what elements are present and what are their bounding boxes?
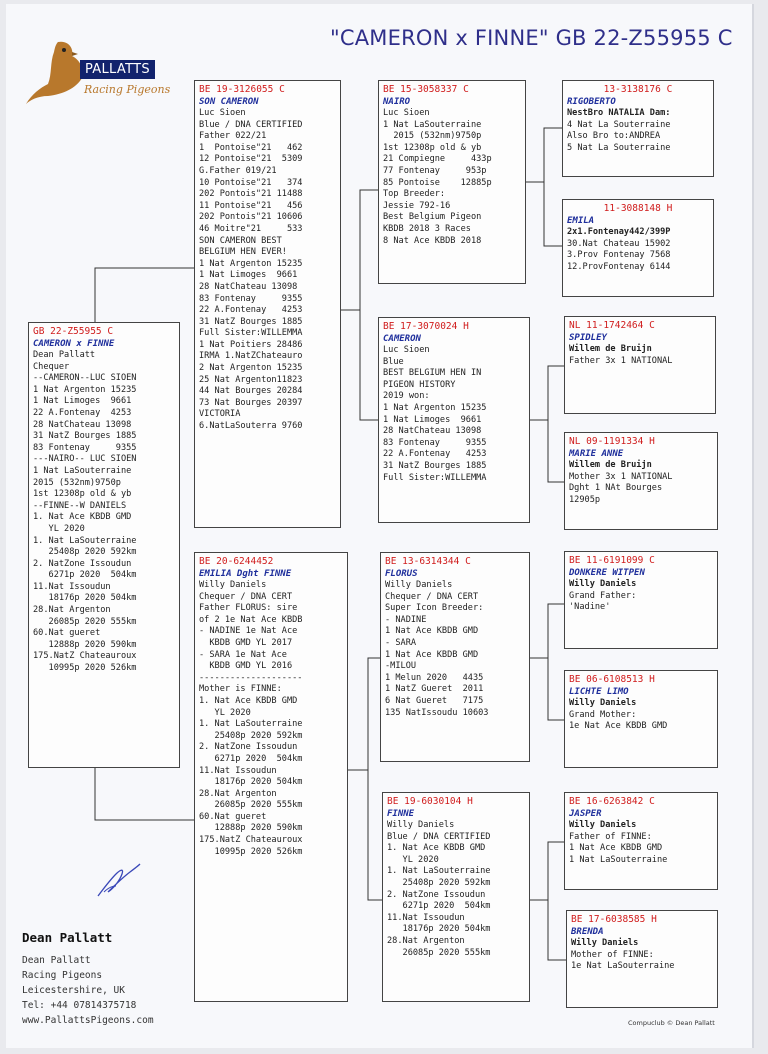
detail-line: ---NAIRO-- LUC SIOEN <box>33 454 137 465</box>
bird-name: NAIRO <box>383 97 411 107</box>
bird-name: SPIDLEY <box>569 333 607 343</box>
bird-name: CAMERON <box>383 334 421 344</box>
detail-line: Willy Daniels <box>569 820 637 830</box>
detail-line: IRMA 1.NatZChateauro <box>199 351 303 362</box>
ring-number: 13-3138176 C <box>603 84 673 95</box>
ring-number: BE 15-3058337 C <box>383 84 469 95</box>
bird-name: BRENDA <box>571 927 604 937</box>
detail-line: 1st 12308p old & yb <box>33 489 132 500</box>
detail-line: Chequer <box>33 361 70 372</box>
detail-line: 1. Nat LaSouterraine <box>199 719 303 730</box>
detail-line: 3.Prov Fontenay 7568 <box>567 250 671 261</box>
detail-line: 25 Nat Argenton11823 <box>199 374 303 385</box>
detail-line: Willy Daniels <box>569 698 637 708</box>
breeder-line: Dean Pallatt <box>22 955 91 966</box>
bird-name: EMILA <box>567 216 595 226</box>
detail-line: 22 A.Fontenay 4253 <box>199 305 303 316</box>
detail-line: Chequer / DNA CERT <box>199 591 293 602</box>
detail-line: 12905p <box>569 494 601 505</box>
detail-line: 10995p 2020 526km <box>199 846 303 857</box>
detail-line: 6271p 2020 504km <box>199 753 303 764</box>
detail-line: 10 Pontoise"21 374 <box>199 177 303 188</box>
sire-sire-dam-card <box>562 199 714 297</box>
detail-line: 28.Nat Argenton <box>33 605 111 616</box>
detail-line: - NADINE 1e Nat Ace <box>199 626 298 637</box>
detail-line: KBDB 2018 3 Races <box>383 223 471 234</box>
detail-line: BEST BELGIUM HEN IN <box>383 368 482 379</box>
breeder-website-link[interactable]: www.PallattsPigeons.com <box>22 1015 154 1026</box>
detail-line: Super Icon Breeder: <box>385 603 484 614</box>
detail-line: 21 Compiegne 433p <box>383 154 492 165</box>
detail-line: 25408p 2020 592km <box>33 547 137 558</box>
ring-number: BE 19-3126055 C <box>199 84 285 95</box>
detail-line: 1. Nat LaSouterraine <box>387 866 491 877</box>
dam-dam-card <box>382 792 530 1002</box>
detail-line: 31 NatZ Bourges 1885 <box>383 460 487 471</box>
detail-line: 11.Nat Issoudun <box>387 912 465 923</box>
bird-name: JASPER <box>569 809 602 819</box>
detail-line: - NADINE <box>385 614 427 625</box>
detail-line: Luc Sioen <box>383 108 430 118</box>
detail-line: 175.NatZ Chateauroux <box>33 651 137 662</box>
detail-line: 83 Fontenay 9355 <box>199 293 303 304</box>
detail-line: 1. Nat Ace KBDB GMD <box>199 695 298 706</box>
detail-line: Willy Daniels <box>571 938 639 948</box>
detail-line: 83 Fontenay 9355 <box>33 442 137 453</box>
detail-line: 11 Pontoise"21 456 <box>199 200 303 211</box>
detail-line: 1e Nat Ace KBDB GMD <box>569 721 668 732</box>
detail-line: NestBro NATALIA Dam: <box>567 108 671 118</box>
detail-line: 60.Nat gueret <box>33 628 101 639</box>
detail-line: Mother of FINNE: <box>571 949 654 960</box>
detail-line: Full Sister:WILLEMMA <box>383 472 487 483</box>
detail-line: VICTORIA <box>199 409 241 420</box>
breeder-line: Racing Pigeons <box>22 970 103 981</box>
ring-number: NL 11-1742464 C <box>569 320 655 331</box>
detail-line: YL 2020 <box>387 854 439 865</box>
detail-line: 31 NatZ Bourges 1885 <box>33 431 137 442</box>
detail-line: 1 Nat Argenton 15235 <box>383 402 487 413</box>
detail-line: 46 Moitre"21 533 <box>199 223 303 234</box>
detail-line: of 2 1e Nat Ace KBDB <box>199 614 303 625</box>
bird-name: MARIE ANNE <box>569 449 624 459</box>
detail-line: 11.Nat Issoudun <box>199 765 277 776</box>
ring-number: 11-3088148 H <box>603 203 673 214</box>
subject-pigeon-card <box>28 322 180 768</box>
detail-line: 12.ProvFontenay 6144 <box>567 261 671 272</box>
detail-line: 12888p 2020 590km <box>33 639 137 650</box>
detail-line: Grand Father: <box>569 590 637 601</box>
detail-line: 28 NatChateau 13098 <box>199 281 298 292</box>
detail-line: Best Belgium Pigeon <box>383 212 482 223</box>
detail-line: 2015 (532nm)9750p <box>33 477 121 488</box>
detail-line: Willy Daniels <box>199 580 267 590</box>
ring-number: BE 16-6263842 C <box>569 796 655 807</box>
detail-line: PIGEON HISTORY <box>383 379 456 390</box>
dam-dam-sire-card <box>564 792 718 890</box>
detail-line: 18176p 2020 504km <box>387 924 491 935</box>
detail-line: 175.NatZ Chateauroux <box>199 835 303 846</box>
detail-line: 1 Nat Poitiers 28486 <box>199 339 303 350</box>
detail-line: 12888p 2020 590km <box>199 823 303 834</box>
detail-line: Mother is FINNE: <box>199 684 282 695</box>
detail-line: 26085p 2020 555km <box>387 947 491 958</box>
bird-name: FLORUS <box>385 569 418 579</box>
detail-line: 1 Nat Ace KBDB GMD <box>569 843 663 854</box>
detail-line: -MILOU <box>385 661 417 672</box>
detail-line: Willy Daniels <box>569 579 637 589</box>
detail-line: Father 022/21 <box>199 131 267 142</box>
dam-card <box>194 552 348 1002</box>
detail-line: 60.Nat gueret <box>199 811 267 822</box>
detail-line: 22 A.Fontenay 4253 <box>33 407 132 418</box>
detail-line: 1 Nat Limoges 9661 <box>199 270 298 281</box>
detail-line: Willy Daniels <box>387 820 455 830</box>
detail-line: 8 Nat Ace KBDB 2018 <box>383 235 482 246</box>
detail-line: Full Sister:WILLEMMA <box>199 328 303 339</box>
detail-line: 44 Nat Bourges 20284 <box>199 386 303 397</box>
detail-line: 1 Pontoise"21 462 <box>199 142 303 153</box>
detail-line: Luc Sioen <box>383 345 430 355</box>
breeder-phone: Tel: +44 07814375718 <box>22 1000 137 1011</box>
ring-number: BE 19-6030104 H <box>387 796 473 807</box>
detail-line: 28.Nat Argenton <box>387 935 465 946</box>
footer-credit: Compuclub © Dean Pallatt <box>628 1019 715 1027</box>
logo-name: PALLATTS <box>80 60 155 79</box>
detail-line: KBDB GMD YL 2017 <box>199 637 293 648</box>
detail-line: 2 Nat Argenton 15235 <box>199 363 303 374</box>
detail-line: Willem de Bruijn <box>569 460 652 470</box>
bird-name: DONKERE WITPEN <box>569 568 645 578</box>
detail-line: 1st 12308p old & yb <box>383 142 482 153</box>
breeder-name: Dean Pallatt <box>22 930 113 945</box>
detail-line: 'Nadine' <box>569 602 611 613</box>
sire-dam-card <box>378 317 530 523</box>
detail-line: Blue / DNA CERTIFIED <box>199 119 303 130</box>
detail-line: Top Breeder: <box>383 189 446 200</box>
ring-number: BE 17-3070024 H <box>383 321 469 332</box>
detail-line: 1 NatZ Gueret 2011 <box>385 684 484 695</box>
detail-line: 5 Nat La Souterraine <box>567 142 671 153</box>
dam-sire-card <box>380 552 530 762</box>
detail-line: Father of FINNE: <box>569 831 652 842</box>
detail-line: 6271p 2020 504km <box>387 901 491 912</box>
detail-line: Jessie 792-16 <box>383 200 451 211</box>
detail-line: YL 2020 <box>33 523 85 534</box>
ring-number: GB 22-Z55955 C <box>33 326 114 337</box>
logo-subtitle: Racing Pigeons <box>84 83 171 96</box>
detail-line: 6271p 2020 504km <box>33 570 137 581</box>
detail-line: 1 Nat Limoges 9661 <box>33 396 132 407</box>
detail-line: 85 Pontoise 12885p <box>383 177 492 188</box>
detail-line: G.Father 019/21 <box>199 165 277 176</box>
bird-name: LICHTE LIMO <box>569 687 629 697</box>
sire-dam-dam-card <box>564 432 718 530</box>
bird-name: CAMERON x FINNE <box>33 339 115 349</box>
detail-line: 2x1.Fontenay442/399P <box>567 227 671 237</box>
detail-line: Willy Daniels <box>385 580 453 590</box>
sire-sire-sire-card <box>562 80 714 177</box>
bird-name: EMILIA Dght FINNE <box>199 569 292 579</box>
detail-line: 77 Fontenay 953p <box>383 165 487 176</box>
dam-sire-sire-card <box>564 551 718 649</box>
detail-line: 2. NatZone Issoudun <box>387 889 486 900</box>
ring-number: NL 09-1191334 H <box>569 436 655 447</box>
detail-line: 26085p 2020 555km <box>199 800 303 811</box>
dam-dam-dam-card <box>566 910 718 1008</box>
detail-line: 6 Nat Gueret 7175 <box>385 695 484 706</box>
detail-line: Luc Sioen <box>199 108 246 118</box>
detail-line: 1. Nat LaSouterraine <box>33 535 137 546</box>
breeder-line: Leicestershire, UK <box>22 985 125 996</box>
detail-line: YL 2020 <box>199 707 251 718</box>
dam-sire-dam-card <box>564 670 718 768</box>
detail-line: 28.Nat Argenton <box>199 788 277 799</box>
detail-line: Mother 3x 1 NATIONAL <box>569 471 673 482</box>
signature-icon <box>94 862 144 902</box>
detail-line: 25408p 2020 592km <box>387 877 491 888</box>
pedigree-title: "CAMERON x FINNE" GB 22-Z55955 C <box>330 26 733 50</box>
detail-line: 2. NatZone Issoudun <box>33 558 132 569</box>
detail-line: Blue / DNA CERTIFIED <box>387 831 491 842</box>
detail-line: 1 Nat Limoges 9661 <box>383 414 482 425</box>
detail-line: 1 Nat LaSouterraine <box>33 465 132 476</box>
detail-line: Willem de Bruijn <box>569 344 652 354</box>
detail-line: Dean Pallatt <box>33 350 96 360</box>
ring-number: BE 17-6038585 H <box>571 914 657 925</box>
detail-line: 28 NatChateau 13098 <box>33 419 132 430</box>
detail-line: Dght 1 NAt Bourges <box>569 483 663 494</box>
detail-line: 1 Nat Argenton 15235 <box>199 258 303 269</box>
detail-line: 83 Fontenay 9355 <box>383 437 487 448</box>
ring-number: BE 06-6108513 H <box>569 674 655 685</box>
detail-line: Father 3x 1 NATIONAL <box>569 355 673 366</box>
detail-line: 1e Nat LaSouterraine <box>571 961 675 972</box>
bird-name: SON CAMERON <box>199 97 259 107</box>
detail-line: - SARA <box>385 637 417 648</box>
detail-line: 10995p 2020 526km <box>33 663 137 674</box>
detail-line: 25408p 2020 592km <box>199 730 303 741</box>
detail-line: KBDB GMD YL 2016 <box>199 661 293 672</box>
detail-line: 1 Nat Argenton 15235 <box>33 384 137 395</box>
detail-line: 18176p 2020 504km <box>199 777 303 788</box>
detail-line: 202 Pontois"21 10606 <box>199 212 303 223</box>
detail-line: 1 Nat LaSouterraine <box>383 119 482 130</box>
detail-line: 12 Pontoise"21 5309 <box>199 154 303 165</box>
ring-number: BE 20-6244452 <box>199 556 274 567</box>
detail-line: --FINNE--W DANIELS <box>33 500 127 511</box>
detail-line: 2019 won: <box>383 391 430 402</box>
detail-line: Chequer / DNA CERT <box>385 591 479 602</box>
detail-line: --CAMERON--LUC SIOEN <box>33 373 137 384</box>
sire-card <box>194 80 341 528</box>
detail-line: Also Bro to:ANDREA <box>567 131 661 142</box>
ring-number: BE 13-6314344 C <box>385 556 471 567</box>
sire-dam-sire-card <box>564 316 716 414</box>
detail-line: 18176p 2020 504km <box>33 593 137 604</box>
detail-line: 28 NatChateau 13098 <box>383 426 482 437</box>
bird-name: RIGOBERTO <box>567 97 616 107</box>
detail-line: 26085p 2020 555km <box>33 616 137 627</box>
detail-line: 202 Pontois"21 11488 <box>199 189 303 200</box>
detail-line: 1 Melun 2020 4435 <box>385 672 484 683</box>
bird-name: FINNE <box>387 809 415 819</box>
detail-line: 1. Nat Ace KBDB GMD <box>387 843 486 854</box>
breeder-contact <box>22 930 154 1028</box>
detail-line: Grand Mother: <box>569 709 637 720</box>
detail-line: 135 NatIssoudu 10603 <box>385 707 489 718</box>
detail-line: 6.NatLaSouterra 9760 <box>199 421 303 432</box>
detail-line: Father FLORUS: sire <box>199 603 298 614</box>
detail-line: SON CAMERON BEST <box>199 235 282 246</box>
detail-line: 1 Nat Ace KBDB GMD <box>385 649 479 660</box>
detail-line: 30.Nat Chateau 15902 <box>567 238 671 249</box>
detail-line: 1 Nat LaSouterraine <box>569 854 668 865</box>
detail-line: - SARA 1e Nat Ace <box>199 649 287 660</box>
detail-line: 22 A.Fontenay 4253 <box>383 449 487 460</box>
detail-line: 73 Nat Bourges 20397 <box>199 397 303 408</box>
detail-line: 31 NatZ Bourges 1885 <box>199 316 303 327</box>
detail-line: 2015 (532nm)9750p <box>383 131 482 142</box>
sire-sire-card <box>378 80 526 284</box>
detail-line: 11.Nat Issoudun <box>33 581 111 592</box>
ring-number: BE 11-6191099 C <box>569 555 655 566</box>
detail-line: 2. NatZone Issoudun <box>199 742 298 753</box>
detail-line: -------------------- <box>199 672 303 683</box>
detail-line: 1 Nat Ace KBDB GMD <box>385 626 479 637</box>
detail-line: 1. Nat Ace KBDB GMD <box>33 512 132 523</box>
detail-line: 4 Nat La Souterraine <box>567 119 671 130</box>
detail-line: BELGIUM HEN EVER! <box>199 247 287 258</box>
detail-line: Blue <box>383 356 404 367</box>
